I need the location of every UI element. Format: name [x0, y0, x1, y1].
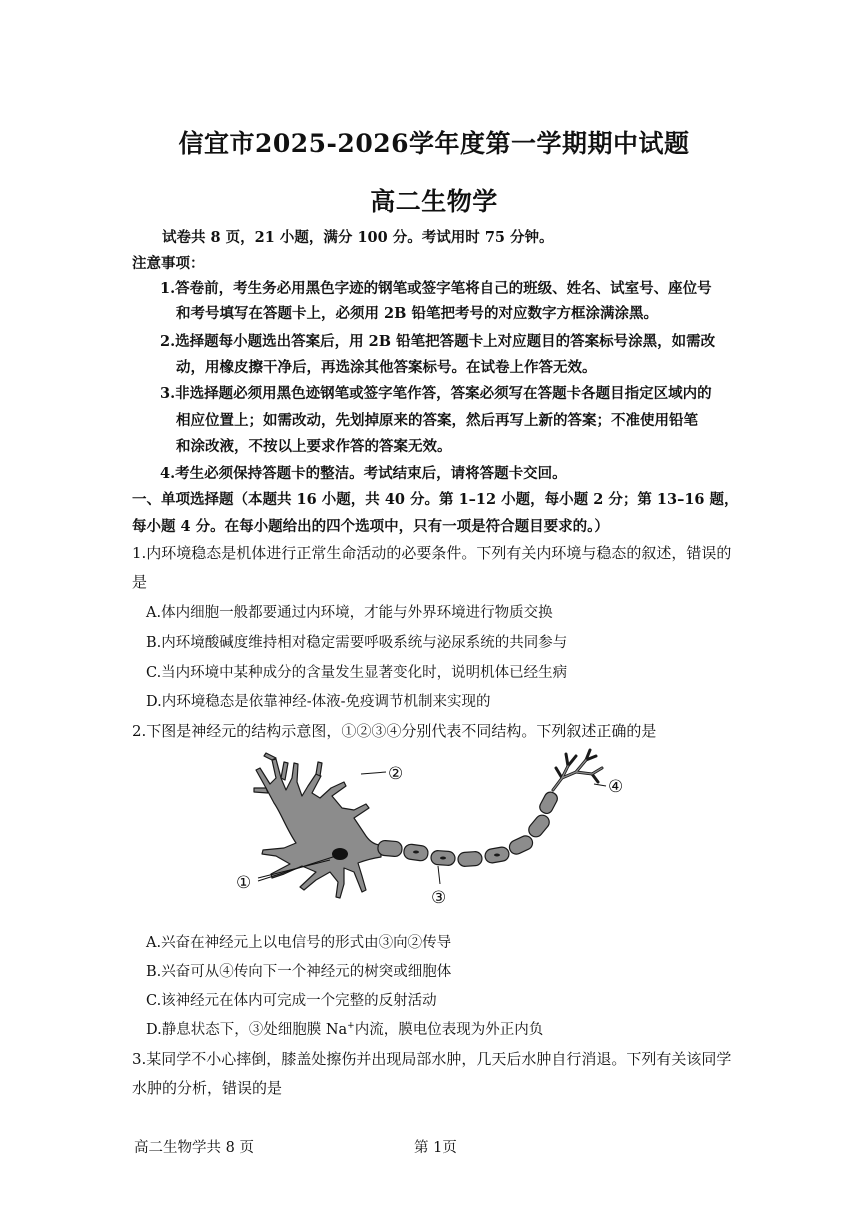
q1-stem-line-2: 是	[132, 573, 148, 591]
footer-total-pages: 高二生物学共 8 页	[134, 1140, 254, 1156]
notice-item-3-line-3: 和涂改液，不按以上要求作答的答案无效。	[176, 438, 452, 455]
footer-page-number: 第 1页	[414, 1140, 457, 1156]
section-heading-line-2: 每小题 4 分。在每小题给出的四个选项中，只有一项是符合题目要求的。）	[132, 518, 609, 535]
q1-stem-line-1: 1.内环境稳态是机体进行正常生命活动的必要条件。下列有关内环境与稳态的叙述，错误的	[132, 544, 732, 562]
section-heading-line-1: 一、单项选择题（本题共 16 小题，共 40 分。第 1–12 小题，每小题 2 分；第 13–16 题，	[132, 491, 739, 508]
q2-option-a: A.兴奋在神经元上以电信号的形式由③向②传导	[146, 935, 452, 951]
notice-item-3-line-1: 3.非选择题必须用黑色迹钢笔或签字笔作答，答案必须写在答题卡各题目指定区域内的	[160, 385, 712, 402]
figure-label-2: ②	[388, 764, 404, 784]
notice-item-4-line-1: 4.考生必须保持答题卡的整洁。考试结束后，请将答题卡交回。	[160, 465, 567, 482]
q1-option-b: B.内环境酸碱度维持相对稳定需要呼吸系统与泌尿系统的共同参与	[146, 635, 568, 651]
q1-option-a: A.体内细胞一般都要通过内环境，才能与外界环境进行物质交换	[146, 605, 553, 621]
figure-label-1: ①	[236, 873, 252, 893]
notice-heading: 注意事项：	[132, 255, 205, 272]
q2-option-c: C.该神经元在体内可完成一个完整的反射活动	[146, 993, 437, 1009]
neuron-cell-body	[256, 759, 381, 898]
q2-option-b: B.兴奋可从④传向下一个神经元的树突或细胞体	[146, 964, 452, 980]
myelin-segment	[377, 840, 402, 857]
myelin-segment	[526, 812, 552, 839]
myelin-segment	[538, 790, 560, 816]
notice-item-1-line-2: 和考号填写在答题卡上，必须用 2B 铅笔把考号的对应数字方框涂满涂黑。	[176, 305, 658, 322]
notice-item-1-line-1: 1.答卷前，考生务必用黑色字迹的钢笔或签字笔将自己的班级、姓名、试室号、座位号	[160, 280, 712, 297]
myelin-segment	[458, 851, 483, 867]
notice-item-3-line-2: 相应位置上；如需改动，先划掉原来的答案，然后再写上新的答案；不准使用铅笔	[176, 412, 698, 429]
figure-label-4: ④	[608, 777, 624, 797]
page-title: 信宜市2025-2026学年度第一学期期中试题	[178, 129, 690, 158]
myelin-segment	[507, 834, 535, 857]
q3-stem-line-1: 3.某同学不小心摔倒，膝盖处擦伤并出现局部水肿，几天后水肿自行消退。下列有关该同学	[132, 1050, 732, 1068]
q3-stem-line-2: 水肿的分析，错误的是	[132, 1079, 283, 1097]
page-subtitle: 高二生物学	[370, 187, 498, 216]
q1-option-c: C.当内环境中某种成分的含量发生显著变化时，说明机体已经生病	[146, 665, 568, 681]
neuron-diagram	[226, 748, 646, 908]
q2-option-d: D.静息状态下，③处细胞膜 Na+内流，膜电位表现为外正内负	[146, 1021, 544, 1038]
notice-item-2-line-1: 2.选择题每小题选出答案后，用 2B 铅笔把答题卡上对应题目的答案标号涂黑，如需改	[160, 333, 716, 350]
figure-label-3: ③	[431, 888, 447, 908]
neuron-nucleus	[332, 848, 348, 860]
notice-item-2-line-2: 动，用橡皮擦干净后，再选涂其他答案标号。在试卷上作答无效。	[176, 359, 597, 376]
q1-option-d: D.内环境稳态是依靠神经-体液-免疫调节机制来实现的	[146, 694, 491, 710]
exam-intro: 试卷共 8 页，21 小题，满分 100 分。考试用时 75 分钟。	[162, 229, 554, 246]
q2-stem: 2.下图是神经元的结构示意图，①②③④分别代表不同结构。下列叙述正确的是	[132, 722, 657, 740]
